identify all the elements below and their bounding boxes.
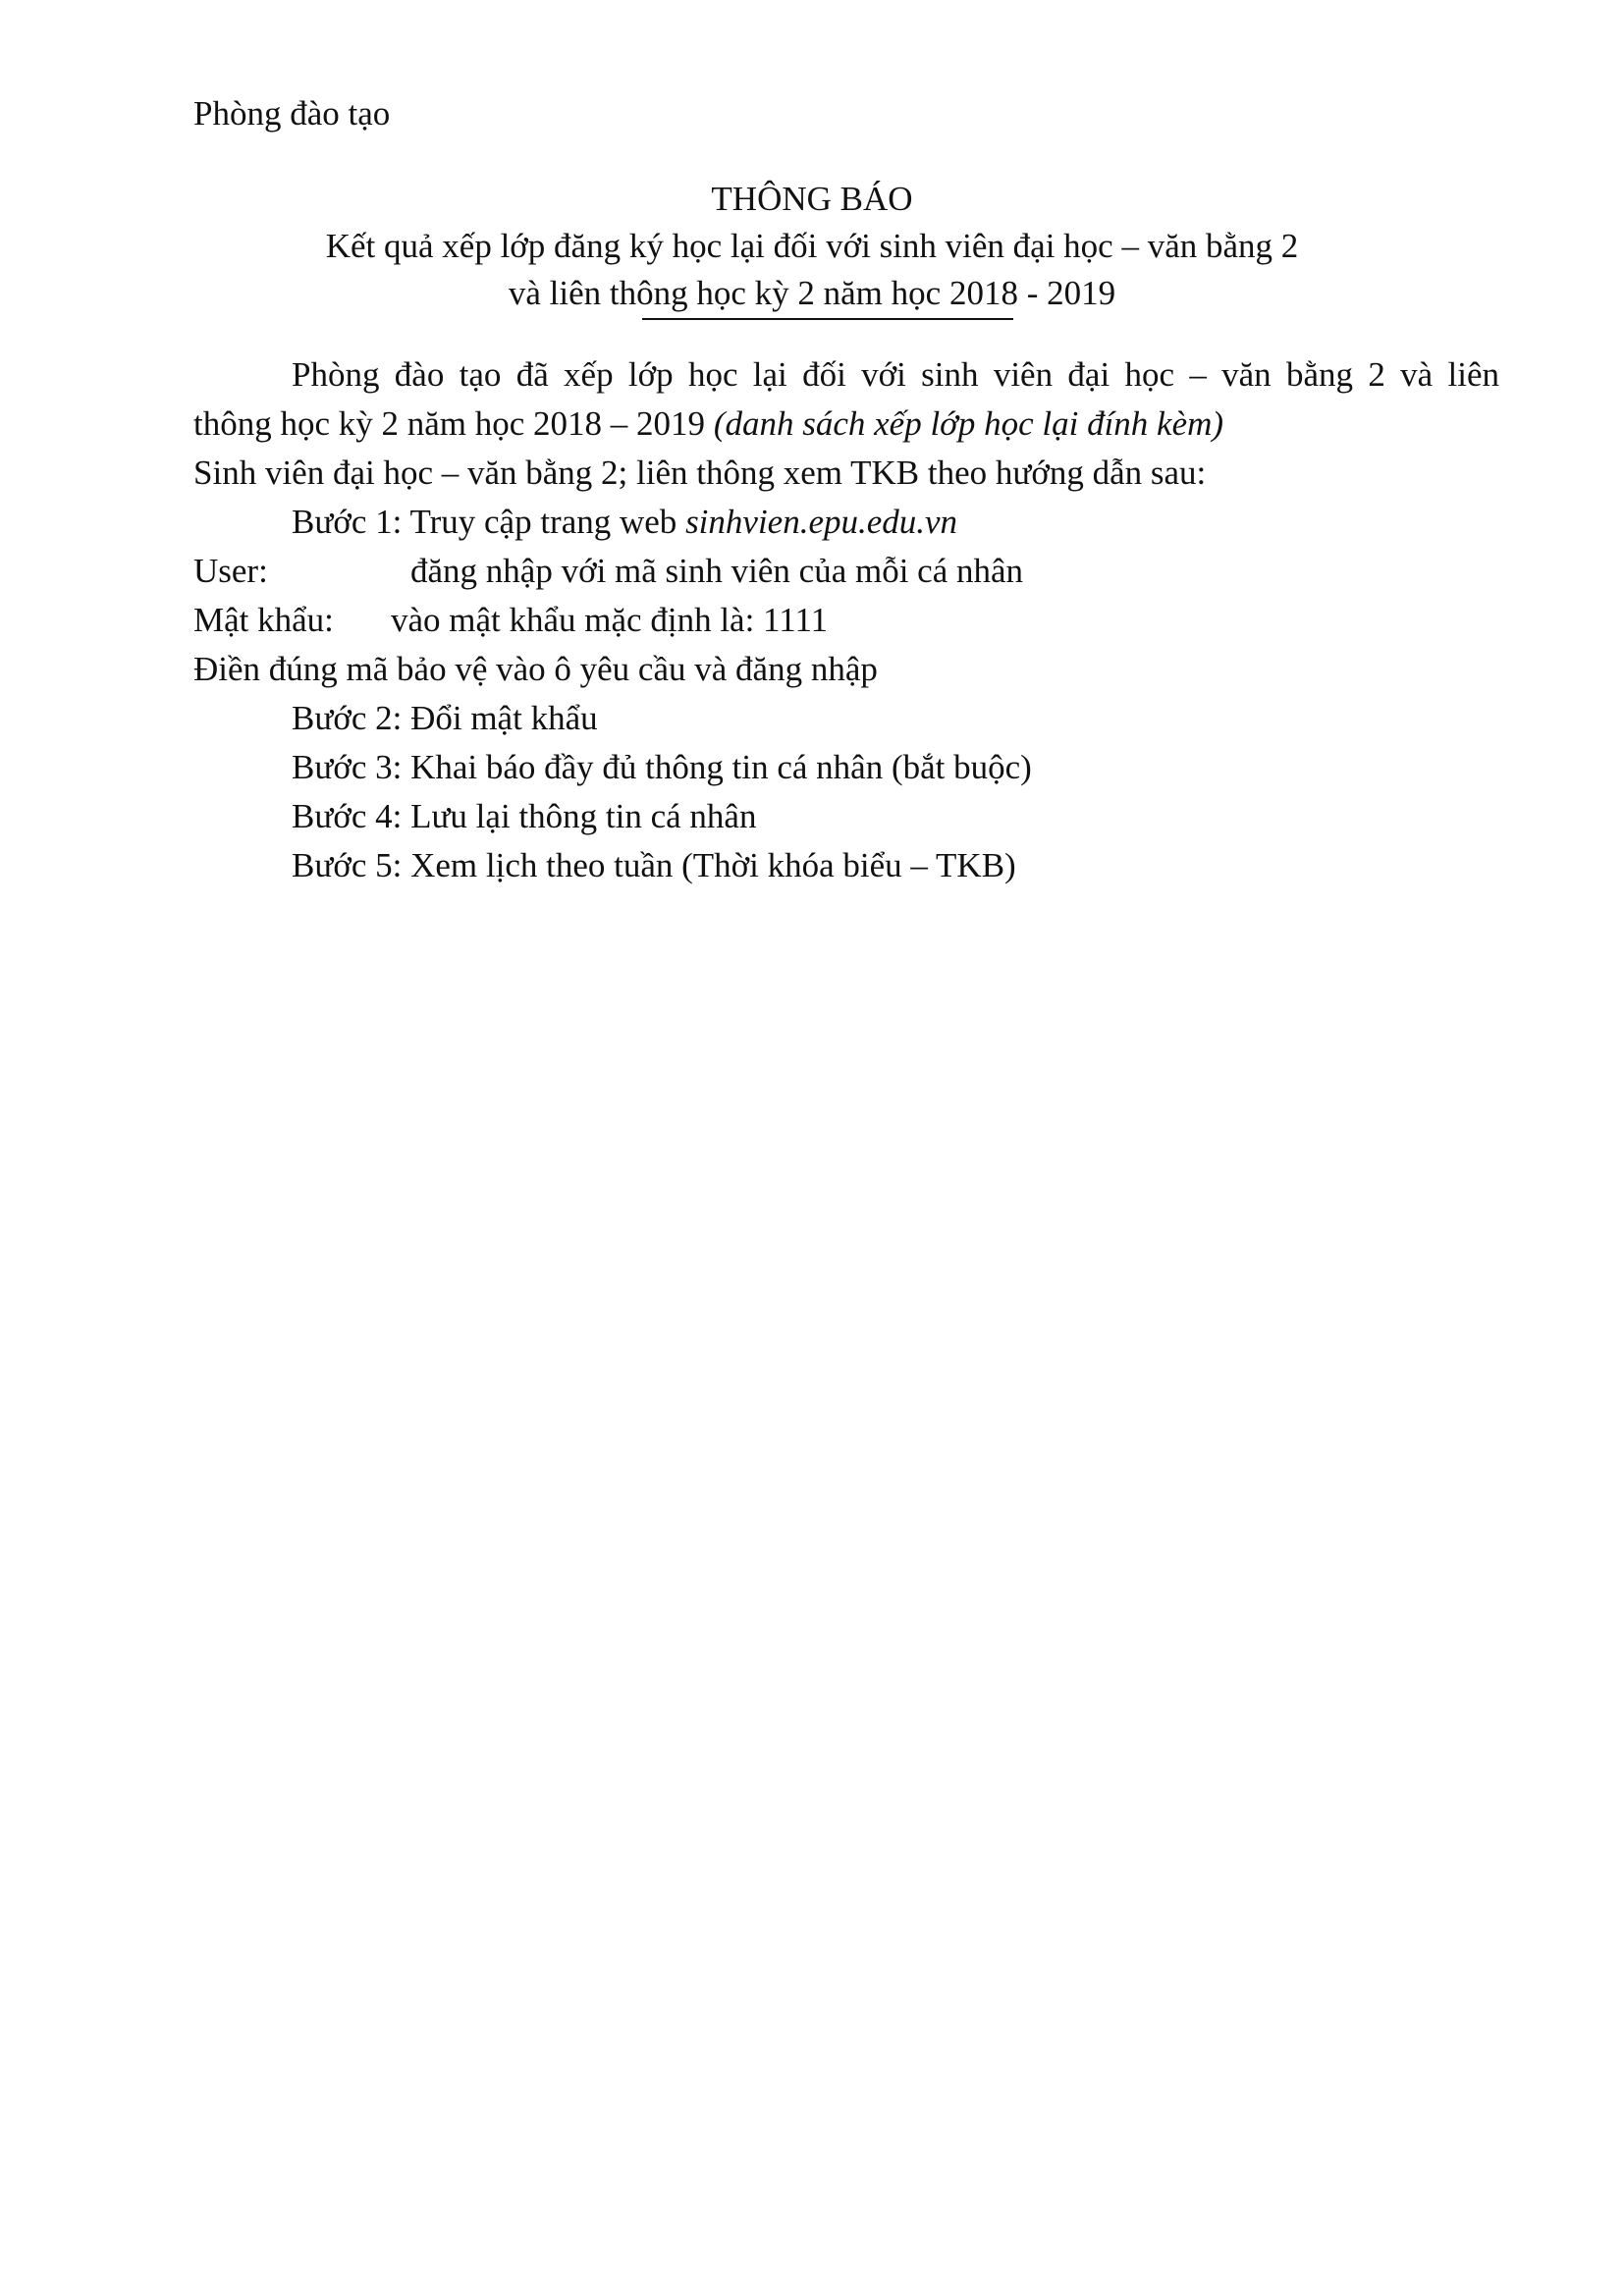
user-label: User: [193,552,268,590]
attachment-note: (danh sách xếp lớp học lại đính kèm) [713,404,1224,443]
step-3: Bước 3: Khai báo đầy đủ thông tin cá nhân (bắt buộc) [292,748,1032,786]
department-name: Phòng đào tạo [193,94,391,133]
subtitle-underline [642,318,1013,320]
paragraph-line-1: Phòng đào tạo đã xếp lớp học lại đối với sinh viên đại học – văn bằng 2 và liên [292,355,1499,394]
website-url: sinhvien.epu.edu.vn [685,503,958,541]
notice-subtitle-line2: và liên thông học kỳ 2 năm học 2018 - 2019 [508,274,1116,312]
step-4: Bước 4: Lưu lại thông tin cá nhân [292,797,757,835]
paragraph-line-2-text: thông học kỳ 2 năm học 2018 – 2019 [193,404,714,443]
guide-intro: Sinh viên đại học – văn bằng 2; liên thông xem TKB theo hướng dẫn sau: [193,454,1207,492]
captcha-note: Điền đúng mã bảo vệ vào ô yêu cầu và đăng nhập [193,650,878,688]
user-value: đăng nhập với mã sinh viên của mỗi cá nhân [410,552,1024,590]
paragraph-line-2 [193,404,1223,444]
step-1-text: Bước 1: Truy cập trang web [292,503,686,541]
notice-title: THÔNG BÁO [711,180,913,218]
step-2: Bước 2: Đổi mật khẩu [292,699,598,737]
step-5: Bước 5: Xem lịch theo tuần (Thời khóa biểu – TKB) [292,846,1016,884]
password-value: vào mật khẩu mặc định là: 1111 [391,601,829,639]
step-1 [292,503,957,542]
notice-subtitle-line1: Kết quả xếp lớp đăng ký học lại đối với sinh viên đại học – văn bằng 2 [325,227,1299,265]
password-label: Mật khẩu: [193,601,334,639]
